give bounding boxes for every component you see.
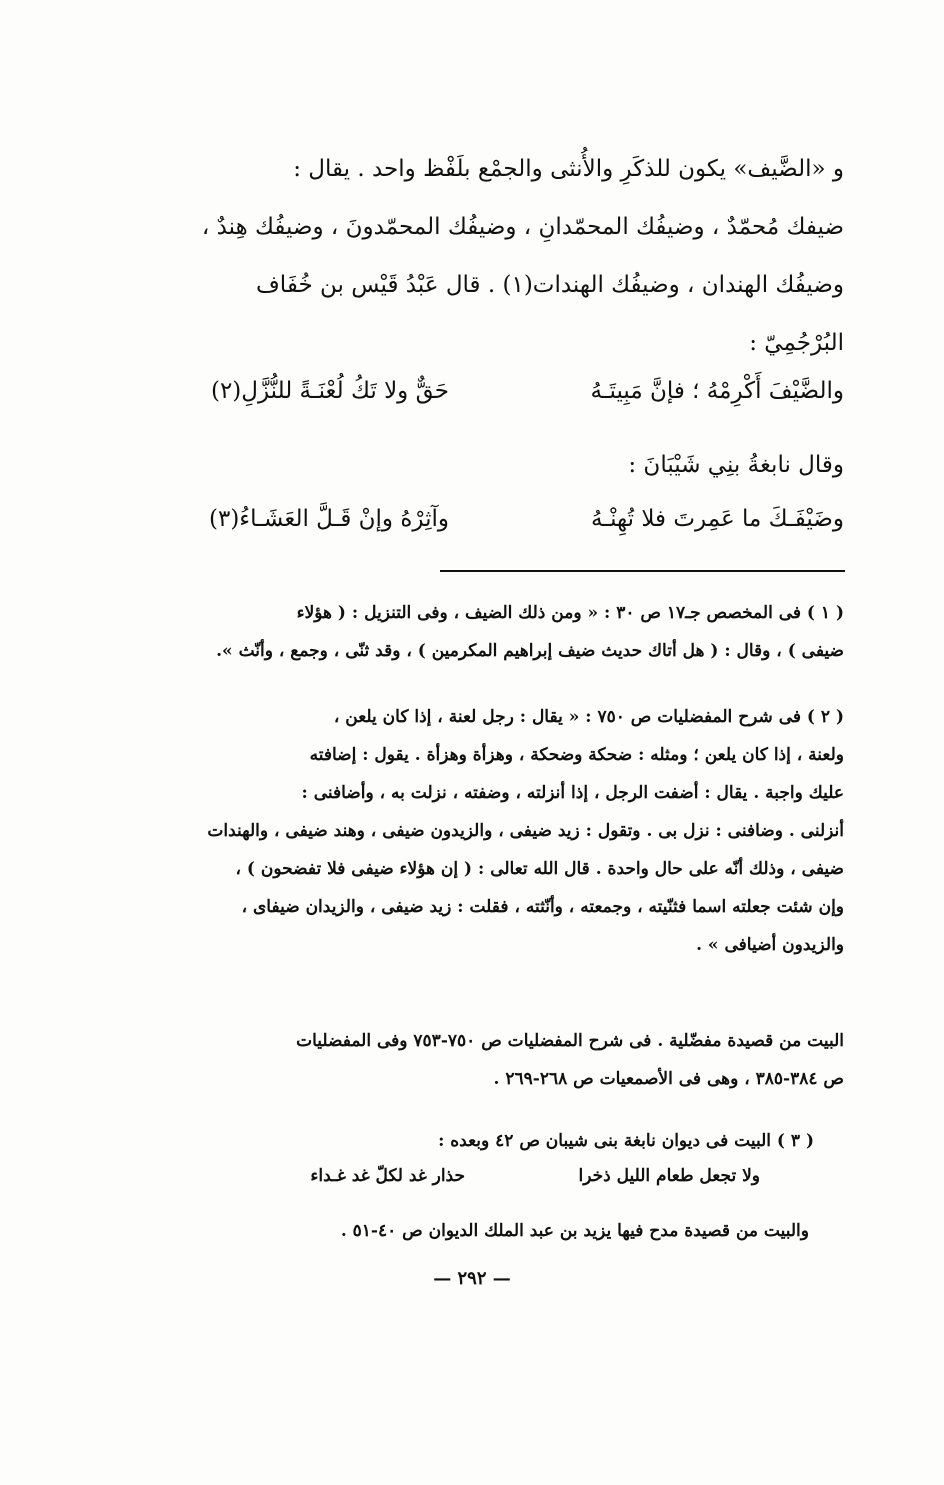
- footnote-3-verse-hemistich-1: ولا تجعل طعام الليل ذخرا: [578, 1166, 760, 1186]
- verse-1: [132, 378, 844, 426]
- footnote-line: والبيت من قصيدة مدح فيها يزيد بن عبد الملك الديوان ص ٤٠-٥١ .: [340, 1221, 809, 1241]
- verse-2-intro: وقال نابغةُ بنِي شَيْبَانَ :: [628, 452, 844, 478]
- footnote-line: ضيفى ، وذلك أنّه على حال واحدة . قال الله تعالى : ( إن هؤلاء ضيفى فلا تفضحون ) ،: [235, 859, 844, 879]
- footnote-3-verse: [200, 1166, 760, 1202]
- verse-2-hemistich-2: وآثِرْهُ وإنْ قَـلَّ العَشَـاءُ(٣): [208, 506, 449, 532]
- footnote-line: والزيدون أضيافى » .: [696, 935, 844, 955]
- footnote-3-end: [128, 1212, 844, 1250]
- footnote-2: [128, 698, 844, 964]
- footnote-separator: [440, 570, 845, 572]
- main-line: وضيفُك الهندان ، وضيفُك الهندات(١) . قال عَبْدُ قَيْس بن خُفَاف: [255, 272, 844, 298]
- footnote-line: ( ٢ ) فى شرح المفضليات ص ٧٥٠ : « يقال : رجل لعنة ، إذا كان يلعن ،: [333, 707, 844, 727]
- footnote-1: [128, 594, 844, 670]
- footnote-line: ص ٣٨٤-٣٨٥ ، وهى فى الأصمعيات ص ٢٦٨-٢٦٩ .: [493, 1069, 844, 1089]
- verse-1-hemistich-2: حَقٌّ ولا تَكُ لُعْنَـةً للنُّزَّلِ(٢): [210, 378, 449, 404]
- footnote-3-verse-hemistich-2: حذار غد لكلّ غد غـداء: [310, 1166, 465, 1186]
- main-line: و «الضَّيف» يكون للذكَرِ والأُنثى والجمْع بلَفْظ واحد . يقال :: [293, 156, 844, 182]
- page-number: — ٢٩٢ —: [433, 1268, 511, 1289]
- footnote-line: ولعنة ، إذا كان يلعن ؛ ومثله : ضحكة وضحكة ، وهزأة وهزأة . يقول : إضافته: [309, 745, 844, 765]
- verse-2-hemistich-1: وضَيْفَـكَ ما عَمِرتَ فلا تُهِنْـهُ: [591, 506, 844, 532]
- footnote-line: عليك واجبة . يقال : أضفت الرجل ، إذا أنزلته ، وضفته ، نزلت به ، وأضافنى :: [301, 783, 844, 803]
- footnote-line: وإن شئت جعلته اسما فثنّيته ، وجمعته ، وأنّثته ، فقلت : زيد ضيفى ، والزيدان ضيفاى ،: [241, 897, 844, 917]
- main-line: البُرْجُمِيّ :: [749, 330, 844, 356]
- verse-2: [132, 506, 844, 554]
- footnote-line: ضيفى ) ، وقال : ( هل أتاك حديث ضيف إبراهيم المكرمين ) ، وقد ثنّى ، وجمع ، وأنّث ».: [216, 641, 844, 661]
- footnote-2-extra: [128, 1022, 844, 1098]
- main-text: [132, 140, 844, 372]
- footnote-line: أنزلنى . وضافنى : نزل بى . وتقول : زيد ضيفى ، والزيدون ضيفى ، وهند ضيفى ، والهندات: [207, 821, 844, 841]
- footnote-line: ( ٣ ) البيت فى ديوان نابغة بنى شيبان ص ٤٢ وبعده :: [438, 1131, 814, 1151]
- verse-1-hemistich-1: والضَّيْفَ أَكْرِمْهُ ؛ فإنَّ مَبِيتَـهُ: [590, 378, 844, 404]
- footnote-line: ( ١ ) فى المخصص جـ١٧ ص ٣٠ : « ومن ذلك الضيف ، وفى التنزيل : ( هؤلاء: [296, 603, 844, 623]
- footnote-line: البيت من قصيدة مفضّلية . فى شرح المفضليات ص ٧٥٠-٧٥٣ وفى المفضليات: [296, 1031, 844, 1051]
- footnote-3: [128, 1122, 844, 1160]
- main-line: ضيفك مُحمّدٌ ، وضيفُك المحمّدانِ ، وضيفُك المحمّدونَ ، وضيفُك هِندٌ ،: [201, 214, 844, 240]
